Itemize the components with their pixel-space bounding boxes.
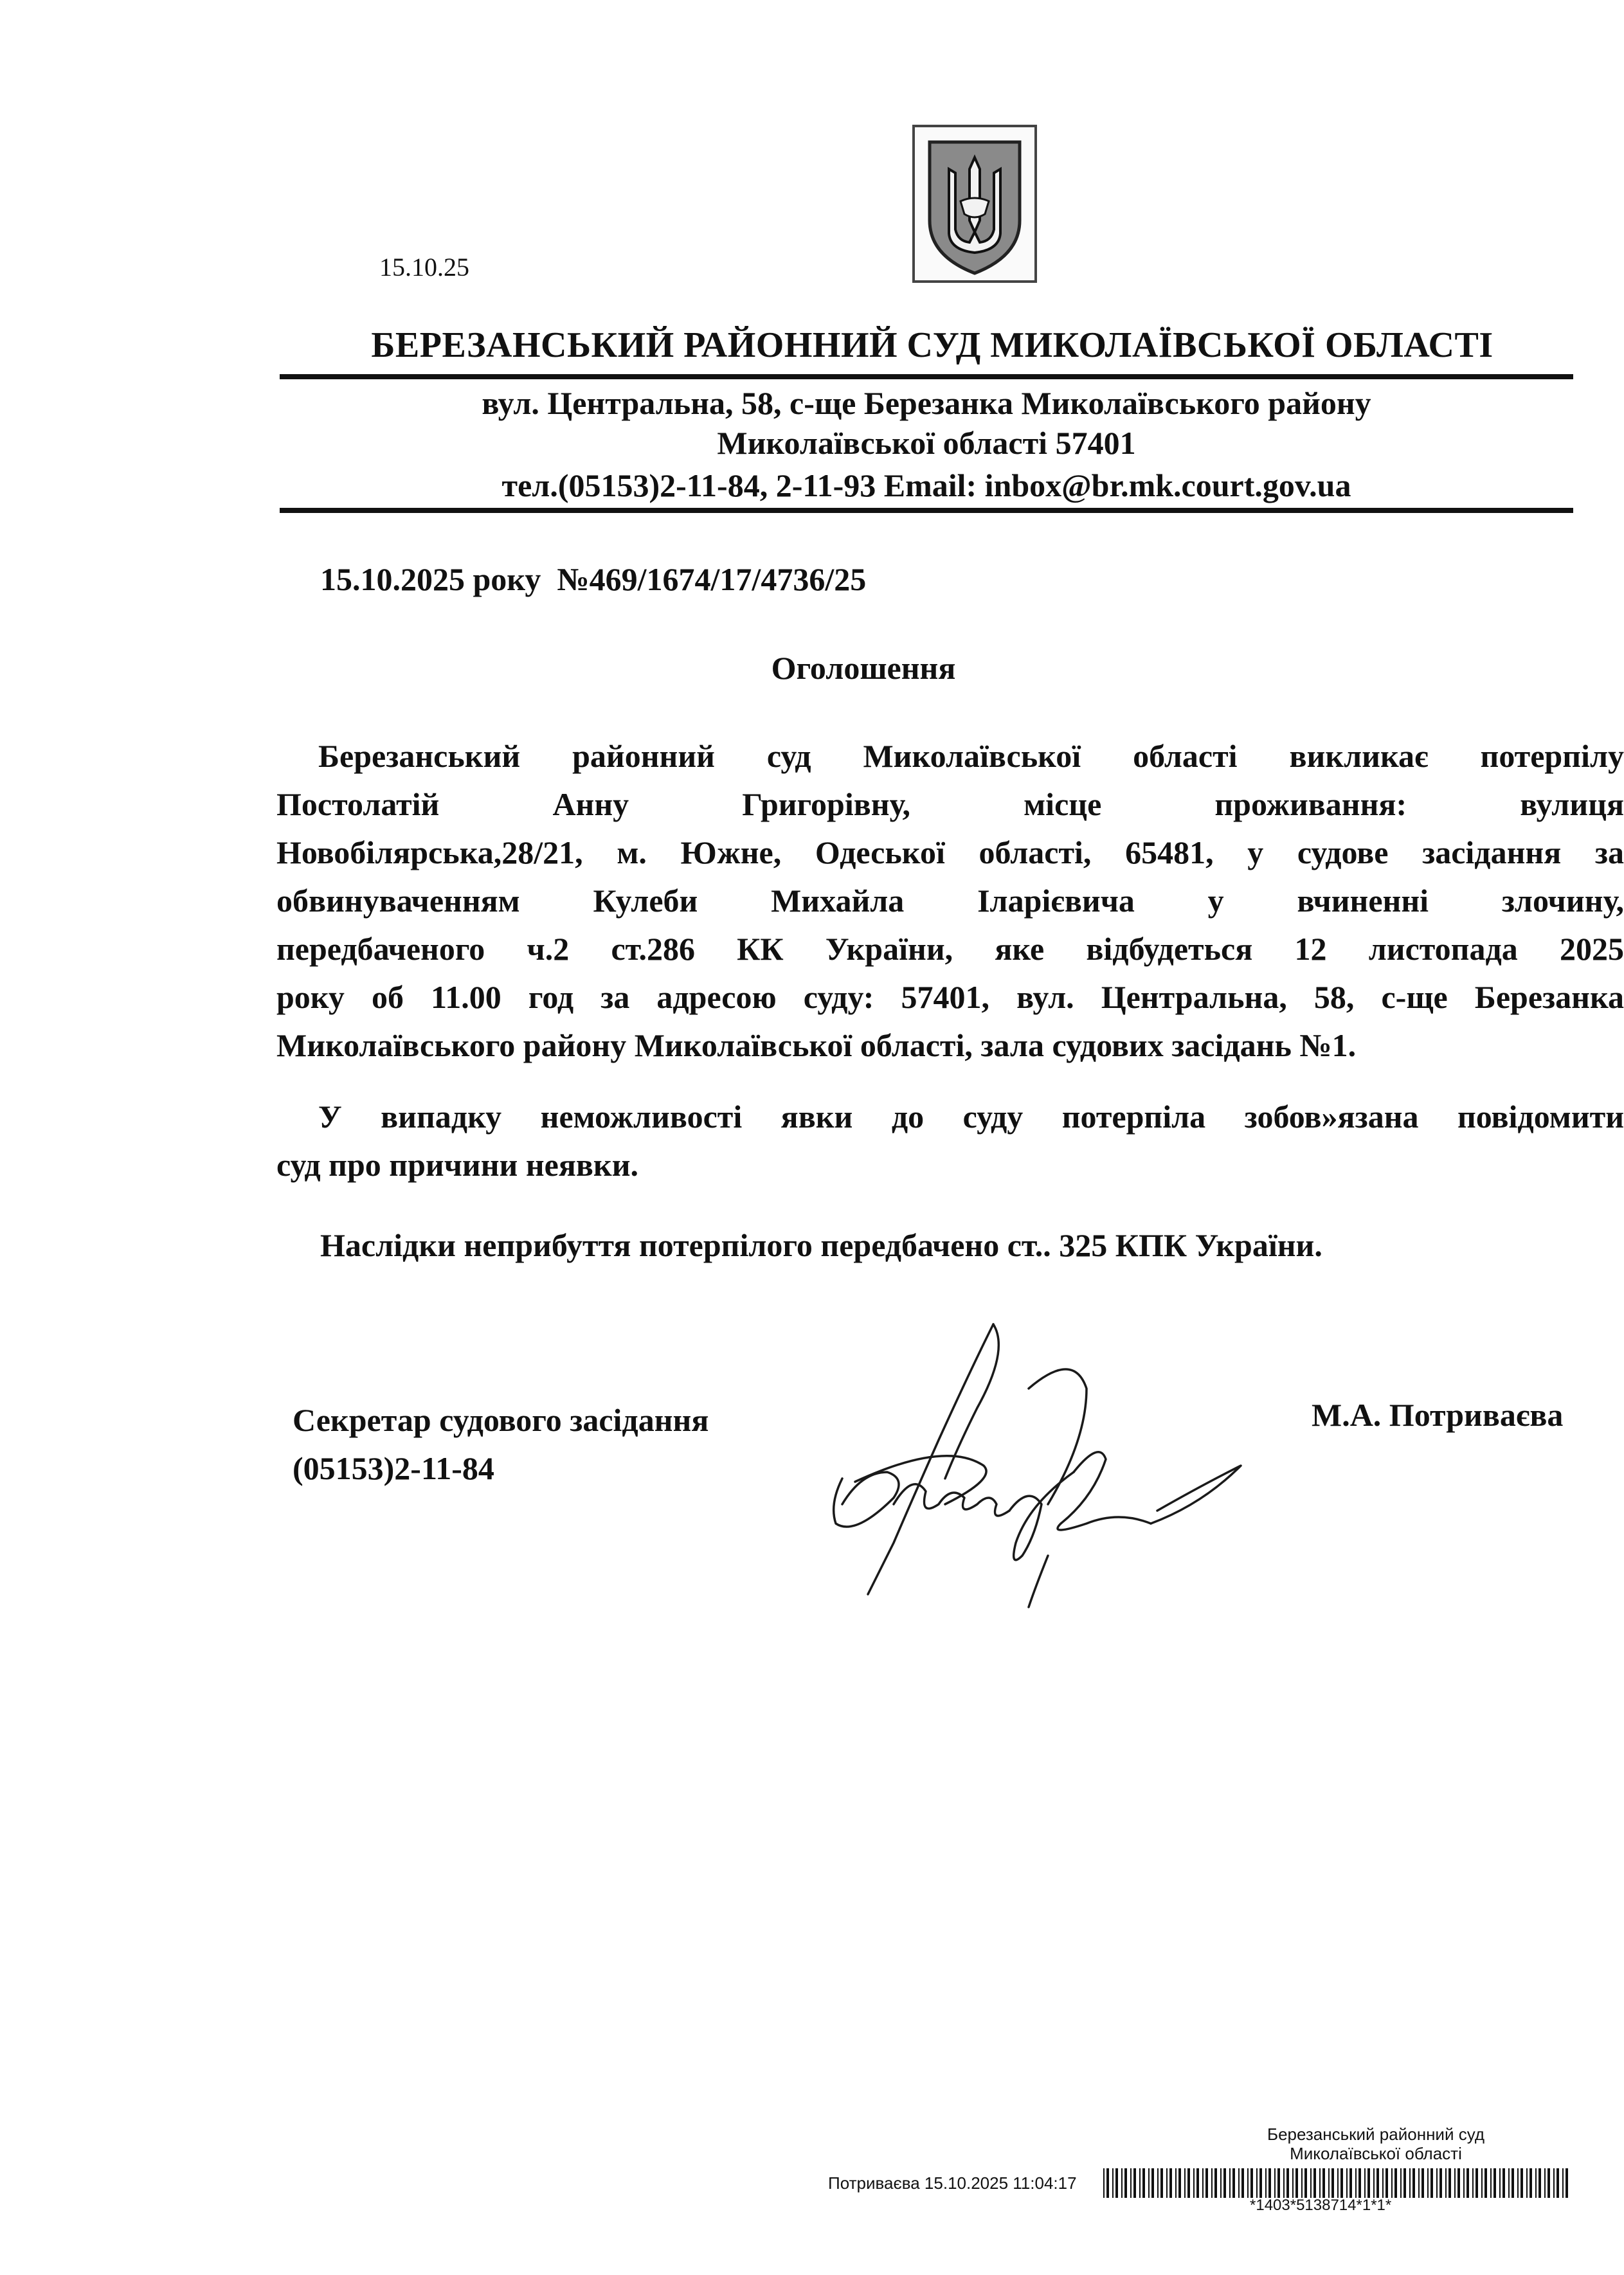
stamp-court-name	[1215, 2125, 1537, 2163]
barcode-bar	[1268, 2168, 1271, 2198]
paragraph-line: суд про причини неявки.	[276, 1147, 639, 1183]
barcode-bar	[1232, 2168, 1235, 2198]
barcode-bar	[1106, 2168, 1109, 2198]
paragraph-line: обвинуваченням Кулеби Михайла Іларієвича у вчиненні злочину,	[276, 883, 1624, 919]
barcode-bar	[1538, 2168, 1541, 2198]
barcode-bar	[1376, 2168, 1379, 2198]
barcode-bar	[1556, 2168, 1559, 2198]
barcode-bar	[1220, 2168, 1222, 2198]
barcode-bar	[1247, 2168, 1249, 2198]
barcode-bar	[1403, 2168, 1406, 2198]
paragraph-line: Новобілярська,28/21, м. Южне, Одеської області, 65481, у судове засідання за	[276, 834, 1624, 870]
barcode-bar	[1562, 2168, 1564, 2198]
barcode-bar	[1448, 2168, 1451, 2198]
signer-phone: (05153)2-11-84	[293, 1450, 494, 1486]
barcode-bar	[1112, 2168, 1114, 2198]
barcode-bar	[1337, 2168, 1339, 2198]
barcode-bar	[1331, 2168, 1334, 2198]
barcode-bar	[1313, 2168, 1316, 2198]
barcode-bar	[1304, 2168, 1307, 2198]
barcode-bar	[1319, 2168, 1321, 2198]
barcode-bar	[1355, 2168, 1357, 2198]
barcode-bar	[1520, 2168, 1523, 2198]
barcode-bar	[1241, 2168, 1244, 2198]
paragraph-line: Постолатій Анну Григорівну, місце проживання: вулиця	[276, 786, 1624, 822]
court-address-line1: вул. Центральна, 58, с-ще Березанка Миколаївського району	[482, 385, 1371, 421]
court-name: БЕРЕЗАНСЬКИЙ РАЙОННИЙ СУД МИКОЛАЇВСЬКОЇ ОБЛАСТІ	[371, 325, 1493, 365]
barcode-bar	[1382, 2168, 1384, 2198]
barcode-bar	[1340, 2168, 1343, 2198]
barcode-bar	[1493, 2168, 1496, 2198]
barcode-bar	[1157, 2168, 1159, 2198]
barcode-bar	[1184, 2168, 1186, 2198]
barcode-bar	[1421, 2168, 1424, 2198]
barcode-bar	[1187, 2168, 1190, 2198]
barcode-bar	[1256, 2168, 1258, 2198]
stamp-court-line: Березанський районний суд	[1267, 2125, 1484, 2144]
barcode-bar	[1130, 2168, 1132, 2198]
court-address-line2: Миколаївської області 57401	[717, 425, 1136, 461]
barcode-bar	[1508, 2168, 1510, 2198]
consequences-paragraph	[320, 1221, 1322, 1270]
barcode	[1103, 2168, 1573, 2198]
barcode-bar	[1436, 2168, 1438, 2198]
barcode-bar	[1166, 2168, 1168, 2198]
barcode-bar	[1412, 2168, 1415, 2198]
header-divider	[280, 374, 1573, 379]
barcode-bar	[1535, 2168, 1537, 2198]
barcode-bar	[1445, 2168, 1447, 2198]
barcode-bar	[1328, 2168, 1330, 2198]
barcode-bar	[1391, 2168, 1393, 2198]
barcode-bar	[1394, 2168, 1397, 2198]
barcode-bar	[1439, 2168, 1442, 2198]
document-date-short: 15.10.25	[379, 253, 469, 282]
barcode-bar	[1358, 2168, 1361, 2198]
paragraph-line: Наслідки неприбуття потерпілого передбачено ст.. 325 КПК України.	[320, 1227, 1322, 1263]
barcode-bar	[1364, 2168, 1366, 2198]
barcode-bar	[1205, 2168, 1208, 2198]
barcode-bar	[1517, 2168, 1519, 2198]
paragraph-line: Миколаївського району Миколаївської області, зала судових засідань №1.	[276, 1027, 1357, 1063]
barcode-bar	[1142, 2168, 1145, 2198]
barcode-bar	[1475, 2168, 1478, 2198]
barcode-bar	[1310, 2168, 1312, 2198]
barcode-bar	[1286, 2168, 1289, 2198]
header-divider	[280, 508, 1573, 513]
barcode-bar	[1178, 2168, 1181, 2198]
barcode-bar	[1400, 2168, 1402, 2198]
signer-position: Секретар судового засідання	[293, 1402, 709, 1438]
barcode-bar	[1193, 2168, 1195, 2198]
barcode-bar	[1367, 2168, 1370, 2198]
barcode-bar	[1115, 2168, 1118, 2198]
handwritten-signature	[817, 1311, 1254, 1614]
stamp-court-line: Миколаївської області	[1290, 2144, 1462, 2163]
coat-of-arms-emblem	[912, 124, 1038, 283]
barcode-bar	[1274, 2168, 1276, 2198]
barcode-bar	[1169, 2168, 1172, 2198]
barcode-bar	[1151, 2168, 1154, 2198]
barcode-bar	[1457, 2168, 1460, 2198]
barcode-bar	[1103, 2168, 1105, 2198]
barcode-bar	[1238, 2168, 1240, 2198]
barcode-bar	[1502, 2168, 1505, 2198]
announcement-paragraph	[276, 732, 1624, 1070]
barcode-bar	[1466, 2168, 1469, 2198]
barcode-number: *1403*5138714*1*1*	[1250, 2197, 1392, 2214]
barcode-bar	[1259, 2168, 1262, 2198]
barcode-bar	[1148, 2168, 1150, 2198]
barcode-bar	[1526, 2168, 1528, 2198]
barcode-bar	[1490, 2168, 1492, 2198]
paragraph-line: Березанський районний суд Миколаївської області викликає потерпілу	[318, 738, 1624, 774]
barcode-bar	[1430, 2168, 1433, 2198]
absence-notice-paragraph	[276, 1093, 1624, 1189]
paragraph-line: У випадку неможливості явки до суду потерпіла зобов»язана повідомити	[318, 1099, 1624, 1135]
barcode-bar	[1472, 2168, 1474, 2198]
barcode-bar	[1322, 2168, 1325, 2198]
barcode-bar	[1373, 2168, 1375, 2198]
barcode-bar	[1265, 2168, 1267, 2198]
barcode-bar	[1202, 2168, 1204, 2198]
barcode-bar	[1283, 2168, 1285, 2198]
barcode-bar	[1481, 2168, 1483, 2198]
barcode-bar	[1529, 2168, 1532, 2198]
signer-block	[293, 1396, 708, 1493]
document-reference: 15.10.2025 року №469/1674/17/4736/25	[320, 561, 867, 597]
barcode-bar	[1160, 2168, 1163, 2198]
barcode-bar	[1544, 2168, 1546, 2198]
barcode-bar	[1295, 2168, 1298, 2198]
barcode-bar	[1214, 2168, 1217, 2198]
barcode-bar	[1223, 2168, 1226, 2198]
barcode-bar	[1196, 2168, 1199, 2198]
barcode-bar	[1511, 2168, 1514, 2198]
barcode-bar	[1463, 2168, 1465, 2198]
barcode-bar	[1565, 2168, 1568, 2198]
announcement-heading: Оголошення	[771, 650, 956, 686]
paragraph-line: року об 11.00 год за адресою суду: 57401, вул. Центральна, 58, с-ще Березанка	[276, 979, 1624, 1015]
barcode-bar	[1229, 2168, 1231, 2198]
barcode-bar	[1409, 2168, 1411, 2198]
signer-name: М.А. Потриваєва	[1312, 1397, 1564, 1433]
barcode-bar	[1301, 2168, 1303, 2198]
barcode-bar	[1349, 2168, 1352, 2198]
barcode-bar	[1133, 2168, 1136, 2198]
barcode-bar	[1292, 2168, 1294, 2198]
barcode-bar	[1547, 2168, 1550, 2198]
barcode-bar	[1385, 2168, 1388, 2198]
court-contacts: тел.(05153)2-11-84, 2-11-93 Email: inbox@br.mk.court.gov.ua	[501, 467, 1351, 503]
barcode-bar	[1346, 2168, 1348, 2198]
barcode-bar	[1454, 2168, 1456, 2198]
barcode-bar	[1553, 2168, 1555, 2198]
barcode-bar	[1427, 2168, 1429, 2198]
barcode-bar	[1139, 2168, 1141, 2198]
barcode-bar	[1121, 2168, 1123, 2198]
barcode-bar	[1499, 2168, 1501, 2198]
barcode-bar	[1124, 2168, 1127, 2198]
barcode-bar	[1484, 2168, 1487, 2198]
barcode-bar	[1211, 2168, 1213, 2198]
stamp-signed-by: Потриваєва 15.10.2025 11:04:17	[828, 2173, 1077, 2193]
barcode-bar	[1250, 2168, 1253, 2198]
barcode-bar	[1175, 2168, 1177, 2198]
barcode-bar	[1277, 2168, 1280, 2198]
barcode-bar	[1418, 2168, 1420, 2198]
paragraph-line: передбаченого ч.2 ст.286 КК України, яке відбудеться 12 листопада 2025	[276, 931, 1624, 967]
